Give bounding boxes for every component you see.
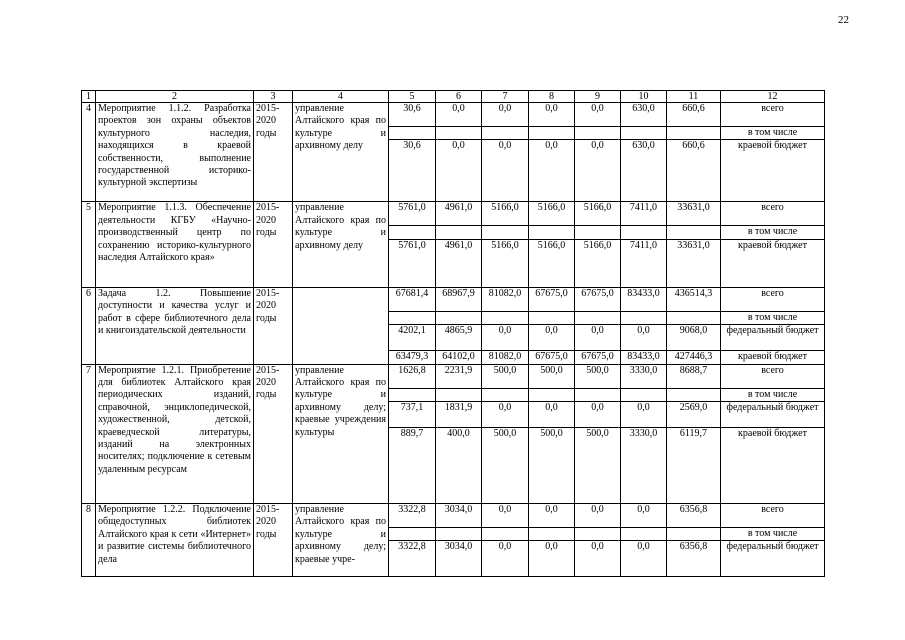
value-year-9 [575,528,621,541]
executor: управление Алтайского края по культуре и архивному делу; краевые учреждения культуры [293,364,389,503]
value-year-7: 500,0 [482,428,529,504]
value-year-8: 0,0 [529,103,575,127]
activity-name: Мероприятие 1.2.1. Приобретение для библиотек Алтайского края периодических изданий, справочной, энциклопедической, художественной, детской, краеведческой литературы, изданий на электронных носителях; подключение к сетевым удаленным ресурсам [96,364,254,503]
value-year-7: 5166,0 [482,202,529,226]
value-year-6: 400,0 [436,428,482,504]
value-year-7: 0,0 [482,504,529,528]
value-year-7: 0,0 [482,103,529,127]
period: 2015-2020 годы [254,504,293,577]
executor [293,287,389,364]
value-year-5 [389,311,436,324]
value-year-8 [529,388,575,401]
value-year-7: 500,0 [482,364,529,388]
funding-source: федеральный бюджет [721,325,825,351]
value-year-7: 5166,0 [482,239,529,287]
funding-source: в том числе [721,127,825,140]
value-year-9 [575,311,621,324]
funding-source: краевой бюджет [721,140,825,202]
value-year-10: 630,0 [621,140,667,202]
value-year-5: 30,6 [389,140,436,202]
value-year-8: 0,0 [529,140,575,202]
value-year-6: 3034,0 [436,541,482,577]
funding-source: краевой бюджет [721,351,825,364]
column-header-1: 1 [82,91,96,103]
program-table [81,90,825,577]
value-year-10 [621,226,667,239]
value-year-8: 0,0 [529,402,575,428]
value-year-10: 7411,0 [621,202,667,226]
value-year-8 [529,311,575,324]
value-year-8: 67675,0 [529,351,575,364]
value-year-10 [621,528,667,541]
value-year-6: 68967,9 [436,287,482,311]
value-year-10: 7411,0 [621,239,667,287]
funding-source: всего [721,364,825,388]
value-year-5: 30,6 [389,103,436,127]
table-row [82,504,825,528]
value-year-7 [482,226,529,239]
value-year-8: 5166,0 [529,239,575,287]
value-year-10: 0,0 [621,325,667,351]
value-year-5: 67681,4 [389,287,436,311]
value-year-10: 3330,0 [621,364,667,388]
value-year-6: 2231,9 [436,364,482,388]
funding-source: краевой бюджет [721,428,825,504]
value-year-6 [436,127,482,140]
column-header-8: 8 [529,91,575,103]
funding-source: в том числе [721,528,825,541]
value-year-5: 1626,8 [389,364,436,388]
value-year-7: 0,0 [482,402,529,428]
table-row [82,287,825,311]
value-year-7: 0,0 [482,541,529,577]
activity-name: Мероприятие 1.1.3. Обеспечение деятельности КГБУ «Научно-производственный центр по сохранению историко-культурного наследия Алтайского края» [96,202,254,287]
value-year-5: 889,7 [389,428,436,504]
column-header-5: 5 [389,91,436,103]
value-year-8: 500,0 [529,428,575,504]
row-number: 4 [82,103,96,202]
funding-source: всего [721,287,825,311]
value-year-9 [575,388,621,401]
value-year-6: 3034,0 [436,504,482,528]
value-year-6: 0,0 [436,140,482,202]
value-year-10: 83433,0 [621,351,667,364]
value-year-11: 6119,7 [667,428,721,504]
value-year-8: 5166,0 [529,202,575,226]
value-year-10: 630,0 [621,103,667,127]
funding-source: краевой бюджет [721,239,825,287]
value-year-5 [389,388,436,401]
row-number: 6 [82,287,96,364]
value-year-6: 0,0 [436,103,482,127]
row-number: 7 [82,364,96,503]
value-year-10: 3330,0 [621,428,667,504]
value-year-10: 0,0 [621,504,667,528]
value-year-6: 4961,0 [436,239,482,287]
value-year-9: 67675,0 [575,287,621,311]
value-year-6 [436,528,482,541]
value-year-8: 0,0 [529,504,575,528]
funding-source: в том числе [721,311,825,324]
value-year-8: 0,0 [529,541,575,577]
value-year-9: 0,0 [575,541,621,577]
value-year-11 [667,127,721,140]
value-year-6 [436,311,482,324]
value-year-8: 0,0 [529,325,575,351]
value-year-10: 0,0 [621,402,667,428]
funding-source: в том числе [721,388,825,401]
value-year-9: 5166,0 [575,239,621,287]
value-year-7: 0,0 [482,140,529,202]
value-year-5: 5761,0 [389,202,436,226]
executor: управление Алтайского края по культуре и архивному делу; краевые учре- [293,504,389,577]
value-year-11: 660,6 [667,140,721,202]
column-header-11: 11 [667,91,721,103]
value-year-9 [575,226,621,239]
value-year-7: 81082,0 [482,351,529,364]
value-year-10 [621,388,667,401]
row-number: 8 [82,504,96,577]
value-year-10 [621,127,667,140]
value-year-5: 737,1 [389,402,436,428]
value-year-9: 0,0 [575,504,621,528]
value-year-11 [667,226,721,239]
value-year-8 [529,226,575,239]
value-year-10: 83433,0 [621,287,667,311]
period: 2015-2020 годы [254,202,293,287]
column-header-6: 6 [436,91,482,103]
value-year-5: 4202,1 [389,325,436,351]
value-year-9 [575,127,621,140]
value-year-8: 500,0 [529,364,575,388]
column-header-3: 3 [254,91,293,103]
table-row [82,103,825,127]
table-row [82,202,825,226]
value-year-8 [529,127,575,140]
value-year-7 [482,528,529,541]
value-year-5: 5761,0 [389,239,436,287]
value-year-7: 0,0 [482,325,529,351]
value-year-9: 0,0 [575,140,621,202]
value-year-11: 33631,0 [667,239,721,287]
value-year-7 [482,311,529,324]
funding-source: федеральный бюджет [721,541,825,577]
period: 2015-2020 годы [254,103,293,202]
value-year-5 [389,528,436,541]
value-year-8 [529,528,575,541]
activity-name: Мероприятие 1.2.2. Подключение общедоступных библиотек Алтайского края к сети «Интернет» и развитие системы библиотечного дела [96,504,254,577]
funding-source: всего [721,103,825,127]
value-year-11: 427446,3 [667,351,721,364]
executor: управление Алтайского края по культуре и архивному делу [293,202,389,287]
row-number: 5 [82,202,96,287]
column-header-10: 10 [621,91,667,103]
value-year-11 [667,388,721,401]
value-year-6 [436,226,482,239]
value-year-6 [436,388,482,401]
value-year-9: 0,0 [575,402,621,428]
value-year-7: 81082,0 [482,287,529,311]
activity-name: Задача 1.2. Повышение доступности и качества услуг и работ в сфере библиотечного дела и книгоиздательской деятельности [96,287,254,364]
funding-source: всего [721,202,825,226]
column-header-9: 9 [575,91,621,103]
value-year-8: 67675,0 [529,287,575,311]
page-number: 22 [838,14,849,26]
value-year-11: 436514,3 [667,287,721,311]
table-row [82,364,825,388]
value-year-11: 6356,8 [667,504,721,528]
value-year-11: 33631,0 [667,202,721,226]
value-year-9: 0,0 [575,103,621,127]
value-year-6: 4865,9 [436,325,482,351]
value-year-9: 0,0 [575,325,621,351]
value-year-5: 3322,8 [389,504,436,528]
value-year-9: 500,0 [575,364,621,388]
value-year-5 [389,226,436,239]
value-year-9: 5166,0 [575,202,621,226]
value-year-11: 9068,0 [667,325,721,351]
value-year-5: 63479,3 [389,351,436,364]
value-year-10 [621,311,667,324]
column-header-4: 4 [293,91,389,103]
value-year-10: 0,0 [621,541,667,577]
value-year-5 [389,127,436,140]
funding-source: федеральный бюджет [721,402,825,428]
value-year-7 [482,388,529,401]
header-row [82,91,825,103]
period: 2015-2020 годы [254,287,293,364]
value-year-11 [667,311,721,324]
value-year-11: 660,6 [667,103,721,127]
executor: управление Алтайского края по культуре и архивному делу [293,103,389,202]
funding-source: всего [721,504,825,528]
column-header-2: 2 [96,91,254,103]
value-year-6: 4961,0 [436,202,482,226]
value-year-11: 2569,0 [667,402,721,428]
period: 2015-2020 годы [254,364,293,503]
value-year-9: 67675,0 [575,351,621,364]
value-year-11: 8688,7 [667,364,721,388]
value-year-7 [482,127,529,140]
funding-source: в том числе [721,226,825,239]
activity-name: Мероприятие 1.1.2. Разработка проектов зон охраны объектов культурного наследия, находящихся в краевой собственности, выполнение государственной историко-культурной экспертизы [96,103,254,202]
value-year-11: 6356,8 [667,541,721,577]
column-header-7: 7 [482,91,529,103]
value-year-9: 500,0 [575,428,621,504]
value-year-5: 3322,8 [389,541,436,577]
value-year-11 [667,528,721,541]
column-header-12: 12 [721,91,825,103]
value-year-6: 64102,0 [436,351,482,364]
value-year-6: 1831,9 [436,402,482,428]
